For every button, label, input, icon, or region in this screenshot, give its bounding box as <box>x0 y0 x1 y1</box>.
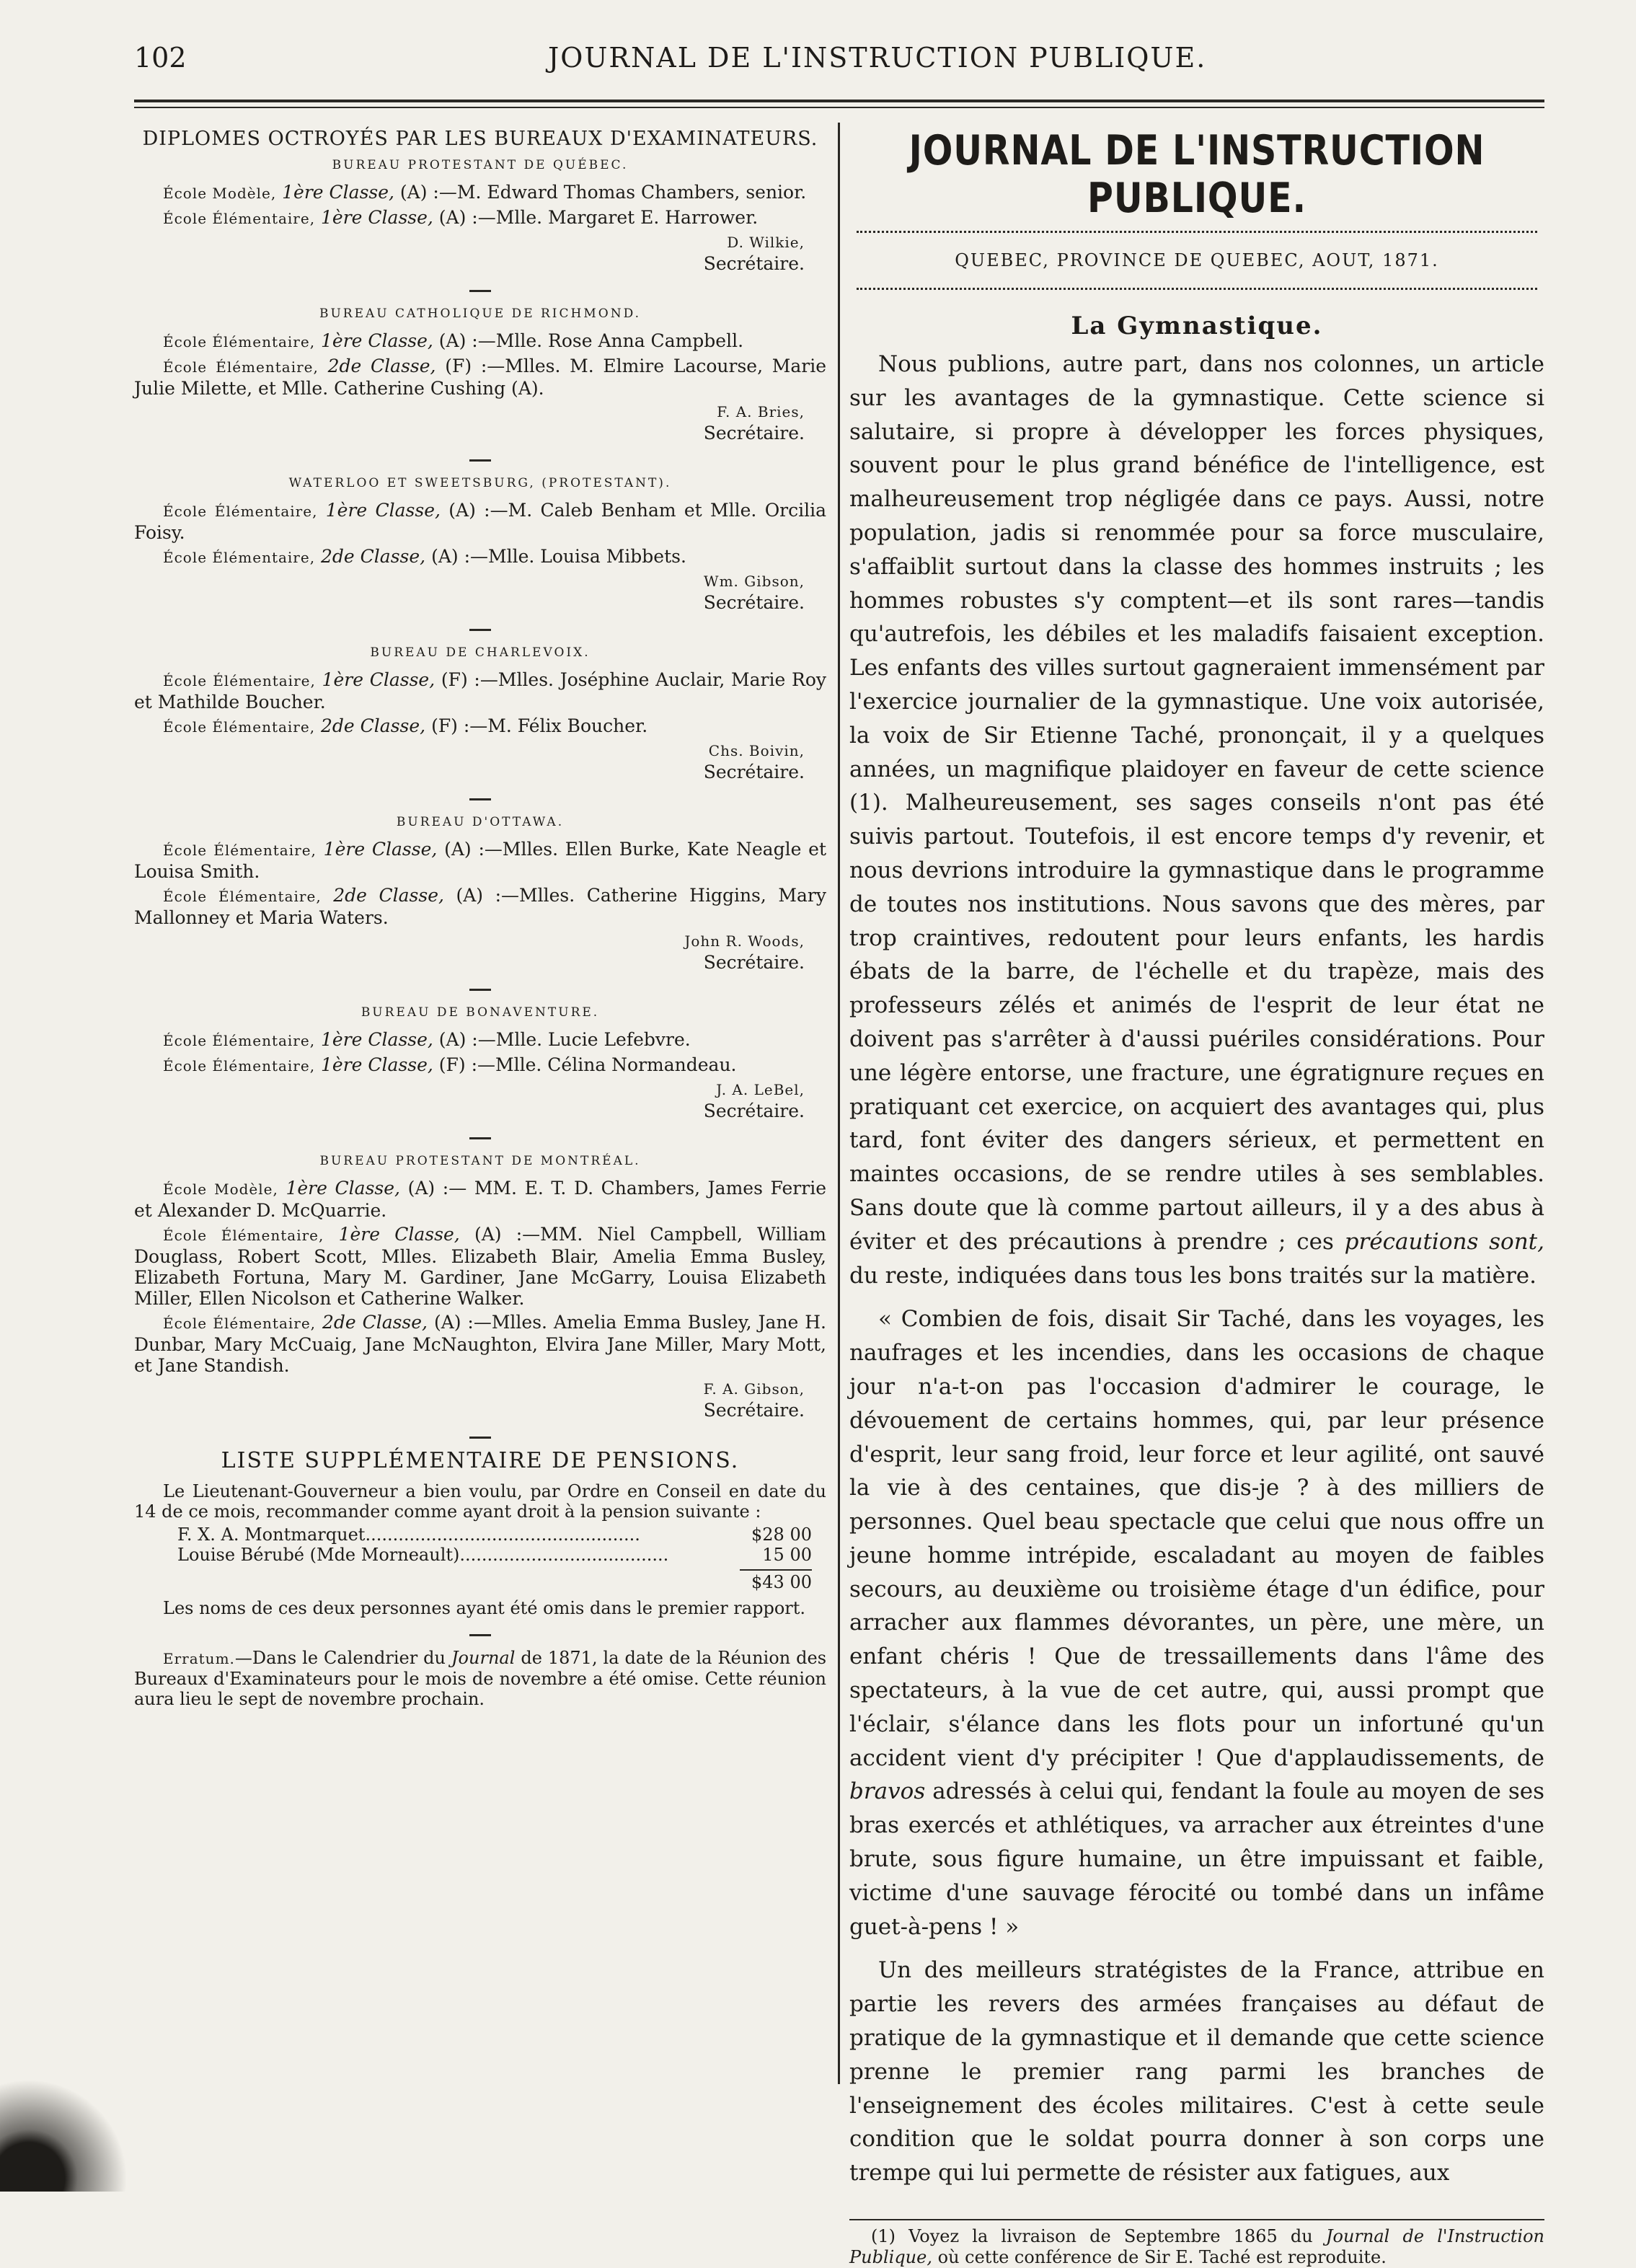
class-rank: 1ère Classe, <box>286 1178 400 1199</box>
diploma-entry <box>134 1178 826 1221</box>
diploma-entry <box>134 715 826 738</box>
class-rank: 2de Classe, <box>333 885 444 906</box>
recipients: (A) :—M. Caleb Benham et Mlle. Orcilia Foisy. <box>134 500 827 543</box>
diploma-entry <box>134 1224 826 1309</box>
diploma-entry <box>134 1029 826 1051</box>
school-type: École Élémentaire, <box>163 718 316 736</box>
section-dash <box>469 989 491 991</box>
diploma-entry <box>134 885 826 928</box>
pension-row <box>177 1545 812 1565</box>
column-divider <box>838 123 840 2084</box>
section-dash <box>469 1137 491 1139</box>
bureau-name: BUREAU DE CHARLEVOIX. <box>370 645 591 660</box>
section-dash <box>469 1437 491 1439</box>
recipients: (A) :—M. Edward Thomas Chambers, senior. <box>399 182 807 203</box>
diploma-entry <box>134 207 826 229</box>
signer-title: Secrétaire. <box>703 952 805 973</box>
right-column <box>849 123 1544 2268</box>
recipients: (F) :—Mlles. M. Elmire Lacourse, Marie Julie Milette, et Mlle. Catherine Cushing (A). <box>134 356 827 399</box>
recipients: (A) :—Mlles. Catherine Higgins, Mary Mallonney et Maria Waters. <box>134 885 826 928</box>
signature <box>134 741 826 782</box>
bureau-name: BUREAU D'OTTAWA. <box>396 815 565 829</box>
pension-total: $43 00 <box>740 1569 812 1592</box>
class-rank: 2de Classe, <box>321 715 426 736</box>
masthead: JOURNAL DE L'INSTRUCTION PUBLIQUE. <box>908 127 1485 222</box>
signer-title: Secrétaire. <box>703 762 805 782</box>
diploma-entry <box>134 330 826 353</box>
signer-title: Secrétaire. <box>703 592 805 613</box>
footnote-italic: Journal de l'Instruction Publique, <box>849 2226 1544 2268</box>
erratum-text-cont: de 1871, la date de la Réunion des Bureaux d'Examinateurs pour le mois de novembre a été omise. Cette réunion aura lieu le sept de novembre prochain. <box>134 1648 827 1709</box>
recipients: (A) :— MM. E. T. D. Chambers, James Ferrie et Alexander D. McQuarrie. <box>134 1178 826 1221</box>
recipients: (A) :—Mlles. Ellen Burke, Kate Neagle et Louisa Smith. <box>134 839 826 882</box>
pension-amount: $28 00 <box>751 1524 812 1545</box>
recipients: (A) :—Mlle. Louisa Mibbets. <box>431 546 686 567</box>
section-dash <box>469 798 491 800</box>
pension-row <box>177 1524 812 1545</box>
recipients: (F) :—Mlles. Joséphine Auclair, Marie Roy et Mathilde Boucher. <box>134 669 826 712</box>
page-number: 102 <box>134 42 187 74</box>
signature <box>134 402 826 444</box>
class-rank: 1ère Classe, <box>321 1054 433 1075</box>
erratum-text: —Dans le Calendrier du <box>234 1648 451 1668</box>
paragraph-text-cont: du reste, indiquées dans tous les bons traités sur la matière. <box>849 1262 1536 1289</box>
signer-title: Secrétaire. <box>703 253 805 274</box>
school-type: École Élémentaire, <box>163 1057 316 1075</box>
diplomas-heading: DIPLOMES OCTROYÉS PAR LES BUREAUX D'EXAMINATEURS. <box>142 128 818 150</box>
class-rank: 1ère Classe, <box>321 1029 433 1050</box>
paragraph-italic: bravos <box>849 1778 926 1805</box>
header-rule-thin <box>134 107 1544 108</box>
article-title: La Gymnastique. <box>1071 312 1323 340</box>
school-type: École Modèle, <box>163 1181 278 1198</box>
school-type: École Élémentaire, <box>163 672 316 689</box>
signature <box>134 1379 826 1421</box>
pension-amount: 15 00 <box>762 1545 812 1565</box>
erratum-journal: Journal <box>451 1648 516 1668</box>
erratum-label: Erratum. <box>163 1650 235 1667</box>
signer-name: Chs. Boivin, <box>708 742 805 759</box>
diploma-entry <box>134 500 826 543</box>
footnote-text: (1) Voyez la livraison de Septembre 1865 du <box>871 2226 1326 2247</box>
signer-name: F. A. Bries, <box>717 403 805 420</box>
school-type: École Élémentaire, <box>163 358 319 376</box>
pensions-intro: Le Lieutenant-Gouverneur a bien voulu, par Ordre en Conseil en date du 14 de ce mois, recommander comme ayant droit à la pension suivante : <box>134 1481 826 1522</box>
diploma-entry <box>134 182 826 204</box>
school-type: École Modèle, <box>163 185 277 202</box>
diploma-entry <box>134 669 826 712</box>
diploma-entry <box>134 839 826 882</box>
paragraph-text: Nous publions, autre part, dans nos colonnes, un article sur les avantages de la gymnastique. Cette science si salutaire, si propre à développer les forces physiques, souvent pour le plus grand bénéfice de l'intelligence, est malheureusement trop négligée dans ce pays. Aussi, notre population, jadis si renommée pour sa force musculaire, s'affaiblit surtout dans la classe des hommes instruits ; les hommes robustes s'y comptent—et ils sont rares—tandis qu'autrefois, les débiles et les maladifs faisaient exception. Les enfants des villes surtout gagneraient immensément par l'exercice journalier de la gymnastique. Une voix autorisée, la voix de Sir Etienne Taché, prononçait, il y a quelques années, un magnifique plaidoyer en faveur de cette science (1). Malheureusement, ses sages conseils n'ont pas été suivis partout. Toutefois, il est encore temps d'y revenir, et nous devrions introduire la gymnastique dans le programme de toutes nos institutions. Nous savons que des mères, par trop craintives, redoutent pour leurs enfants, les hardis ébats de la barre, de l'échelle et du trapèze, mais des professeurs zélés et animés de l'esprit de leur état ne doivent pas s'arrêter à d'aussi puériles considérations. Pour une légère entorse, une fracture, une égratignure reçues en pratiquant cet exercice, on acquiert des avantages qui, plus tard, font éviter des dangers sérieux, et permettent en maintes occasions, de se rendre utiles à ses semblables. Sans doute que là comme partout ailleurs, il y a des abus à éviter et des précautions à prendre ; ces <box>849 351 1544 1255</box>
footnote-text-cont: où cette conférence de Sir E. Taché est reproduite. <box>932 2247 1387 2268</box>
recipients: (F) :—M. Félix Boucher. <box>431 715 648 736</box>
signature <box>134 232 826 274</box>
bureau-name: BUREAU PROTESTANT DE QUÉBEC. <box>332 158 629 172</box>
bureau-name: BUREAU DE BONAVENTURE. <box>361 1005 600 1020</box>
section-dash <box>469 1634 491 1636</box>
section-dash <box>469 290 491 292</box>
school-type: École Élémentaire, <box>163 210 316 227</box>
class-rank: 1ère Classe, <box>282 182 394 203</box>
signer-title: Secrétaire. <box>703 423 805 444</box>
pensions-note: Les noms de ces deux personnes ayant été omis dans le premier rapport. <box>163 1598 806 1618</box>
erratum <box>134 1648 826 1709</box>
school-type: École Élémentaire, <box>163 1315 317 1332</box>
article-paragraph <box>849 1954 1544 2190</box>
footnote-rule <box>849 2219 1544 2220</box>
diploma-entry <box>134 1054 826 1077</box>
paragraph-text: « Combien de fois, disait Sir Taché, dans les voyages, les naufrages et les incendies, dans les occasions de chaque jour n'a-t-on pas l'occasion d'admirer le courage, le dévouement de certains hommes, qui, par leur présence d'esprit, leur sang froid, leur force et leur agilité, ont sauvé la vie à des centaines, que dis-je ? à des milliers de personnes. Quel beau spectacle que celui que nous offre un jeune homme intrépide, escaladant au moyen de faibles secours, au deuxième ou troisième étage d'un édifice, pour arracher aux flammes dévorantes, un père, une mère, un enfant chéris ! Que de tressaillements dans l'âme des spectateurs, à la vue de cet autre, qui, aussi prompt que l'éclair, s'élance dans les flots pour un infortuné qu'un accident vient d'y précipiter ! Que d'applaudissements, de <box>849 1306 1544 1771</box>
pension-name: Louise Bérubé (Mde Morneault)...................................... <box>177 1545 669 1565</box>
running-title: JOURNAL DE L'INSTRUCTION PUBLIQUE. <box>548 42 1207 74</box>
scan-smudge <box>0 2062 144 2192</box>
class-rank: 2de Classe, <box>322 1312 428 1333</box>
recipients: (A) :—Mlle. Rose Anna Campbell. <box>438 330 744 351</box>
class-rank: 1ère Classe, <box>321 330 433 351</box>
signer-name: John R. Woods, <box>684 932 805 950</box>
signer-title: Secrétaire. <box>703 1100 805 1121</box>
paragraph-text-cont: adressés à celui qui, fendant la foule au moyen de ses bras exercés et athlétiques, va arracher aux étreintes d'une brute, sous figure humaine, un être impuissant et faible, victime d'une sauvage férocité ou tombé dans un infâme guet-à-pens ! » <box>849 1778 1544 1940</box>
signature <box>134 571 826 613</box>
paragraph-text: Un des meilleurs stratégistes de la France, attribue en partie les revers des armées françaises au défaut de pratique de la gymnastique et il demande que cette science prenne le premier rang parmi les branches de l'enseignement des écoles militaires. C'est à cette seule condition que le soldat pourra donner à son corps une trempe qui lui permette de résister aux fatigues, aux <box>849 1957 1544 2187</box>
class-rank: 1ère Classe, <box>338 1224 460 1245</box>
signature <box>134 931 826 973</box>
school-type: École Élémentaire, <box>163 888 322 905</box>
signer-title: Secrétaire. <box>703 1400 805 1421</box>
bureau-name: BUREAU PROTESTANT DE MONTRÉAL. <box>319 1154 641 1168</box>
header-rule <box>134 100 1544 102</box>
dateline: QUEBEC, PROVINCE DE QUEBEC, AOUT, 1871. <box>955 250 1439 270</box>
recipients: (A) :—Mlle. Margaret E. Harrower. <box>438 207 759 228</box>
article-body <box>849 348 1544 2190</box>
class-rank: 1ère Classe, <box>323 839 438 860</box>
school-type: École Élémentaire, <box>163 503 318 520</box>
dotted-rule <box>857 231 1537 233</box>
recipients: (A) :—Mlles. Amelia Emma Busley, Jane H. Dunbar, Mary McCuaig, Jane McNaughton, Elvira Jane Miller, Mary Mott, et Jane Standish. <box>134 1312 826 1376</box>
school-type: École Élémentaire, <box>163 549 316 566</box>
signer-name: Wm. Gibson, <box>704 573 805 590</box>
signer-name: F. A. Gibson, <box>703 1380 805 1398</box>
article-paragraph <box>849 348 1544 1292</box>
signer-name: J. A. LeBel, <box>716 1081 805 1098</box>
recipients: (A) :—Mlle. Lucie Lefebvre. <box>438 1029 691 1050</box>
school-type: École Élémentaire, <box>163 842 317 859</box>
signer-name: D. Wilkie, <box>727 234 805 251</box>
signature <box>134 1080 826 1121</box>
bureau-name: BUREAU CATHOLIQUE DE RICHMOND. <box>319 306 641 321</box>
class-rank: 1ère Classe, <box>321 207 433 228</box>
diploma-entry <box>134 356 826 399</box>
class-rank: 1ère Classe, <box>322 669 435 690</box>
bureau-name: WATERLOO ET SWEETSBURG, (PROTESTANT). <box>288 476 672 490</box>
recipients: (A) :—MM. Niel Campbell, William Douglass, Robert Scott, Mlles. Elizabeth Blair, Amelia Emma Busley, Elizabeth Fortuna, Mary M. Gardiner, Jane McGarry, Louisa Elizabeth Miller, Ellen Nicolson et Catherine Walker. <box>134 1224 826 1309</box>
school-type: École Élémentaire, <box>163 1032 316 1049</box>
left-column <box>134 128 826 1712</box>
article-paragraph <box>849 1302 1544 1943</box>
school-type: École Élémentaire, <box>163 1227 324 1244</box>
class-rank: 1ère Classe, <box>325 500 441 521</box>
section-dash <box>469 459 491 462</box>
section-dash <box>469 629 491 631</box>
dotted-rule <box>857 288 1537 290</box>
school-type: École Élémentaire, <box>163 333 316 350</box>
diploma-entry <box>134 546 826 568</box>
bureau-list <box>134 155 826 1439</box>
pension-name: F. X. A. Montmarquet.................................................. <box>177 1524 640 1545</box>
class-rank: 2de Classe, <box>321 546 426 567</box>
class-rank: 2de Classe, <box>327 356 436 376</box>
paragraph-italic: précautions sont, <box>1344 1228 1544 1255</box>
diploma-entry <box>134 1312 826 1376</box>
footnote <box>849 2226 1544 2268</box>
pensions-heading: LISTE SUPPLÉMENTAIRE DE PENSIONS. <box>221 1448 740 1473</box>
recipients: (F) :—Mlle. Célina Normandeau. <box>438 1054 737 1075</box>
